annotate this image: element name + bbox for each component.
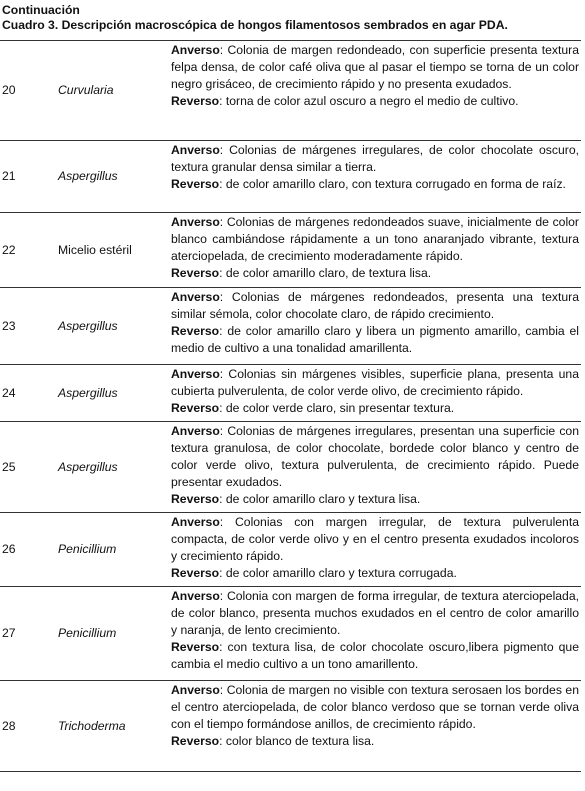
reverso-label: Reverso (171, 492, 220, 506)
reverso-text (171, 565, 579, 582)
anverso-description: : Colonias con margen irregular, de textura pulverulenta compacta, de color verde olivo y en el centro presenta exudados incoloros y crecimiento rápido. (171, 515, 579, 563)
description-cell (171, 423, 579, 508)
row-number: 20 (2, 83, 16, 97)
reverso-label: Reverso (171, 566, 220, 580)
table-row (0, 421, 581, 512)
description-cell (171, 142, 579, 193)
table-title: Cuadro 3. Descripción macroscópica de hongos filamentosos sembrados en agar PDA. (2, 18, 508, 32)
table-row (0, 287, 581, 364)
reverso-label: Reverso (171, 734, 220, 748)
reverso-description: : de color amarillo claro, de textura lisa. (219, 266, 432, 280)
reverso-text (171, 639, 579, 673)
row-number: 28 (2, 718, 16, 733)
reverso-description: : color blanco de textura lisa. (219, 734, 375, 748)
description-cell (171, 514, 579, 582)
anverso-description: : Colonias de márgenes irregulares, de color chocolate oscuro, textura granular densa similar a tierra. (171, 143, 579, 174)
genus-name: Aspergillus (58, 385, 118, 400)
row-number: 21 (2, 169, 16, 183)
reverso-text (171, 176, 579, 193)
anverso-description: : Colonias de márgenes redondeados suave, inicialmente de color blanco cambiándose rápidamente a un tono anaranjado vibrante, textura aterciopelada, de crecimiento moderadamente rápido. (171, 215, 579, 263)
reverso-description: : torna de color azul oscuro a negro el medio de cultivo. (219, 94, 519, 108)
genus-name: Trichoderma (58, 718, 126, 733)
reverso-label: Reverso (171, 94, 220, 108)
table-row (0, 512, 581, 586)
anverso-label: Anverso (171, 143, 220, 157)
reverso-text (171, 491, 579, 508)
anverso-description: : Colonia con margen de forma irregular, de textura aterciopelada, de color blanco, presenta muchos exudados en el centro de color amarillo y naranja, de lento crecimiento. (171, 589, 579, 637)
reverso-description: : con textura lisa, de color chocolate oscuro,libera pigmento que cambia el medio cultivo a un tono amarillento. (171, 640, 579, 671)
reverso-label: Reverso (171, 266, 220, 280)
genus-name: Curvularia (58, 83, 114, 97)
description-cell (171, 289, 579, 357)
row-divider (0, 771, 581, 772)
description-cell (171, 682, 579, 750)
description-cell (171, 588, 579, 673)
anverso-text (171, 142, 579, 176)
description-cell (171, 214, 579, 282)
description-cell (171, 42, 579, 110)
row-number: 22 (2, 242, 16, 257)
anverso-description: : Colonias de márgenes irregulares, presentan una superficie con textura granulosa, de color chocolate, bordede color blanco y centro de color verde olivo, textura pulverulenta, de crecimiento rápido. Puede presentar exudados. (171, 424, 579, 489)
row-number: 26 (2, 542, 16, 556)
anverso-label: Anverso (171, 683, 220, 697)
row-number: 27 (2, 626, 16, 640)
anverso-label: Anverso (171, 367, 220, 381)
anverso-description: : Colonia de margen redondeado, con superficie presenta textura felpa densa, de color café oliva que al pasar el tiempo se torna de un color negro grisáceo, de crecimiento rápido y no presenta exudados. (171, 43, 579, 91)
reverso-text (171, 400, 579, 417)
row-number: 24 (2, 385, 16, 400)
reverso-description: : de color verde claro, sin presentar textura. (219, 401, 455, 415)
row-number: 25 (2, 459, 16, 474)
reverso-label: Reverso (171, 324, 220, 338)
anverso-text (171, 289, 579, 323)
reverso-description: : de color amarillo claro y textura corrugada. (219, 566, 457, 580)
reverso-text (171, 323, 579, 357)
reverso-text (171, 93, 579, 110)
reverso-description: : de color amarillo claro, con textura corrugado en forma de raíz. (219, 177, 566, 191)
genus-name: Micelio estéril (58, 242, 132, 257)
table-row (0, 212, 581, 287)
genus-name: Penicillium (58, 542, 117, 556)
anverso-description: : Colonias de márgenes redondeados, presenta una textura similar sémola, color chocolate claro, de rápido crecimiento. (171, 290, 579, 321)
genus-name: Aspergillus (58, 169, 118, 183)
anverso-label: Anverso (171, 215, 220, 229)
continuation-label: Continuación (2, 3, 80, 17)
anverso-text (171, 366, 579, 400)
genus-name: Aspergillus (58, 318, 118, 333)
table-row (0, 364, 581, 421)
table-row (0, 40, 581, 140)
reverso-text (171, 733, 579, 750)
anverso-text (171, 682, 579, 733)
anverso-text (171, 514, 579, 565)
anverso-label: Anverso (171, 589, 220, 603)
row-number: 23 (2, 318, 16, 333)
reverso-description: : de color amarillo claro y libera un pigmento amarillo, cambia el medio de cultivo a una tonalidad amarillenta. (171, 324, 579, 355)
table-row (0, 140, 581, 212)
genus-name: Penicillium (58, 626, 117, 640)
table-caption (2, 3, 508, 33)
genus-name: Aspergillus (58, 459, 118, 474)
reverso-label: Reverso (171, 401, 220, 415)
table-row (0, 586, 581, 680)
reverso-label: Reverso (171, 640, 220, 654)
reverso-label: Reverso (171, 177, 220, 191)
anverso-description: : Colonia de margen no visible con textura serosaen los bordes en el centro aterciopelada, de color blanco verdoso que se tornan verde oliva con el tiempo formándose anillos, de crecimiento rápido. (171, 683, 579, 731)
anverso-label: Anverso (171, 424, 220, 438)
description-cell (171, 366, 579, 417)
anverso-text (171, 423, 579, 491)
anverso-label: Anverso (171, 43, 220, 57)
anverso-text (171, 42, 579, 93)
anverso-description: : Colonias sin márgenes visibles, superficie plana, presenta una cubierta pulverulenta, de color verde olivo, de crecimiento rápido. (171, 367, 579, 398)
reverso-text (171, 265, 579, 282)
anverso-label: Anverso (171, 515, 220, 529)
reverso-description: : de color amarillo claro y textura lisa. (219, 492, 421, 506)
table-row (0, 680, 581, 771)
anverso-text (171, 214, 579, 265)
anverso-text (171, 588, 579, 639)
anverso-label: Anverso (171, 290, 220, 304)
